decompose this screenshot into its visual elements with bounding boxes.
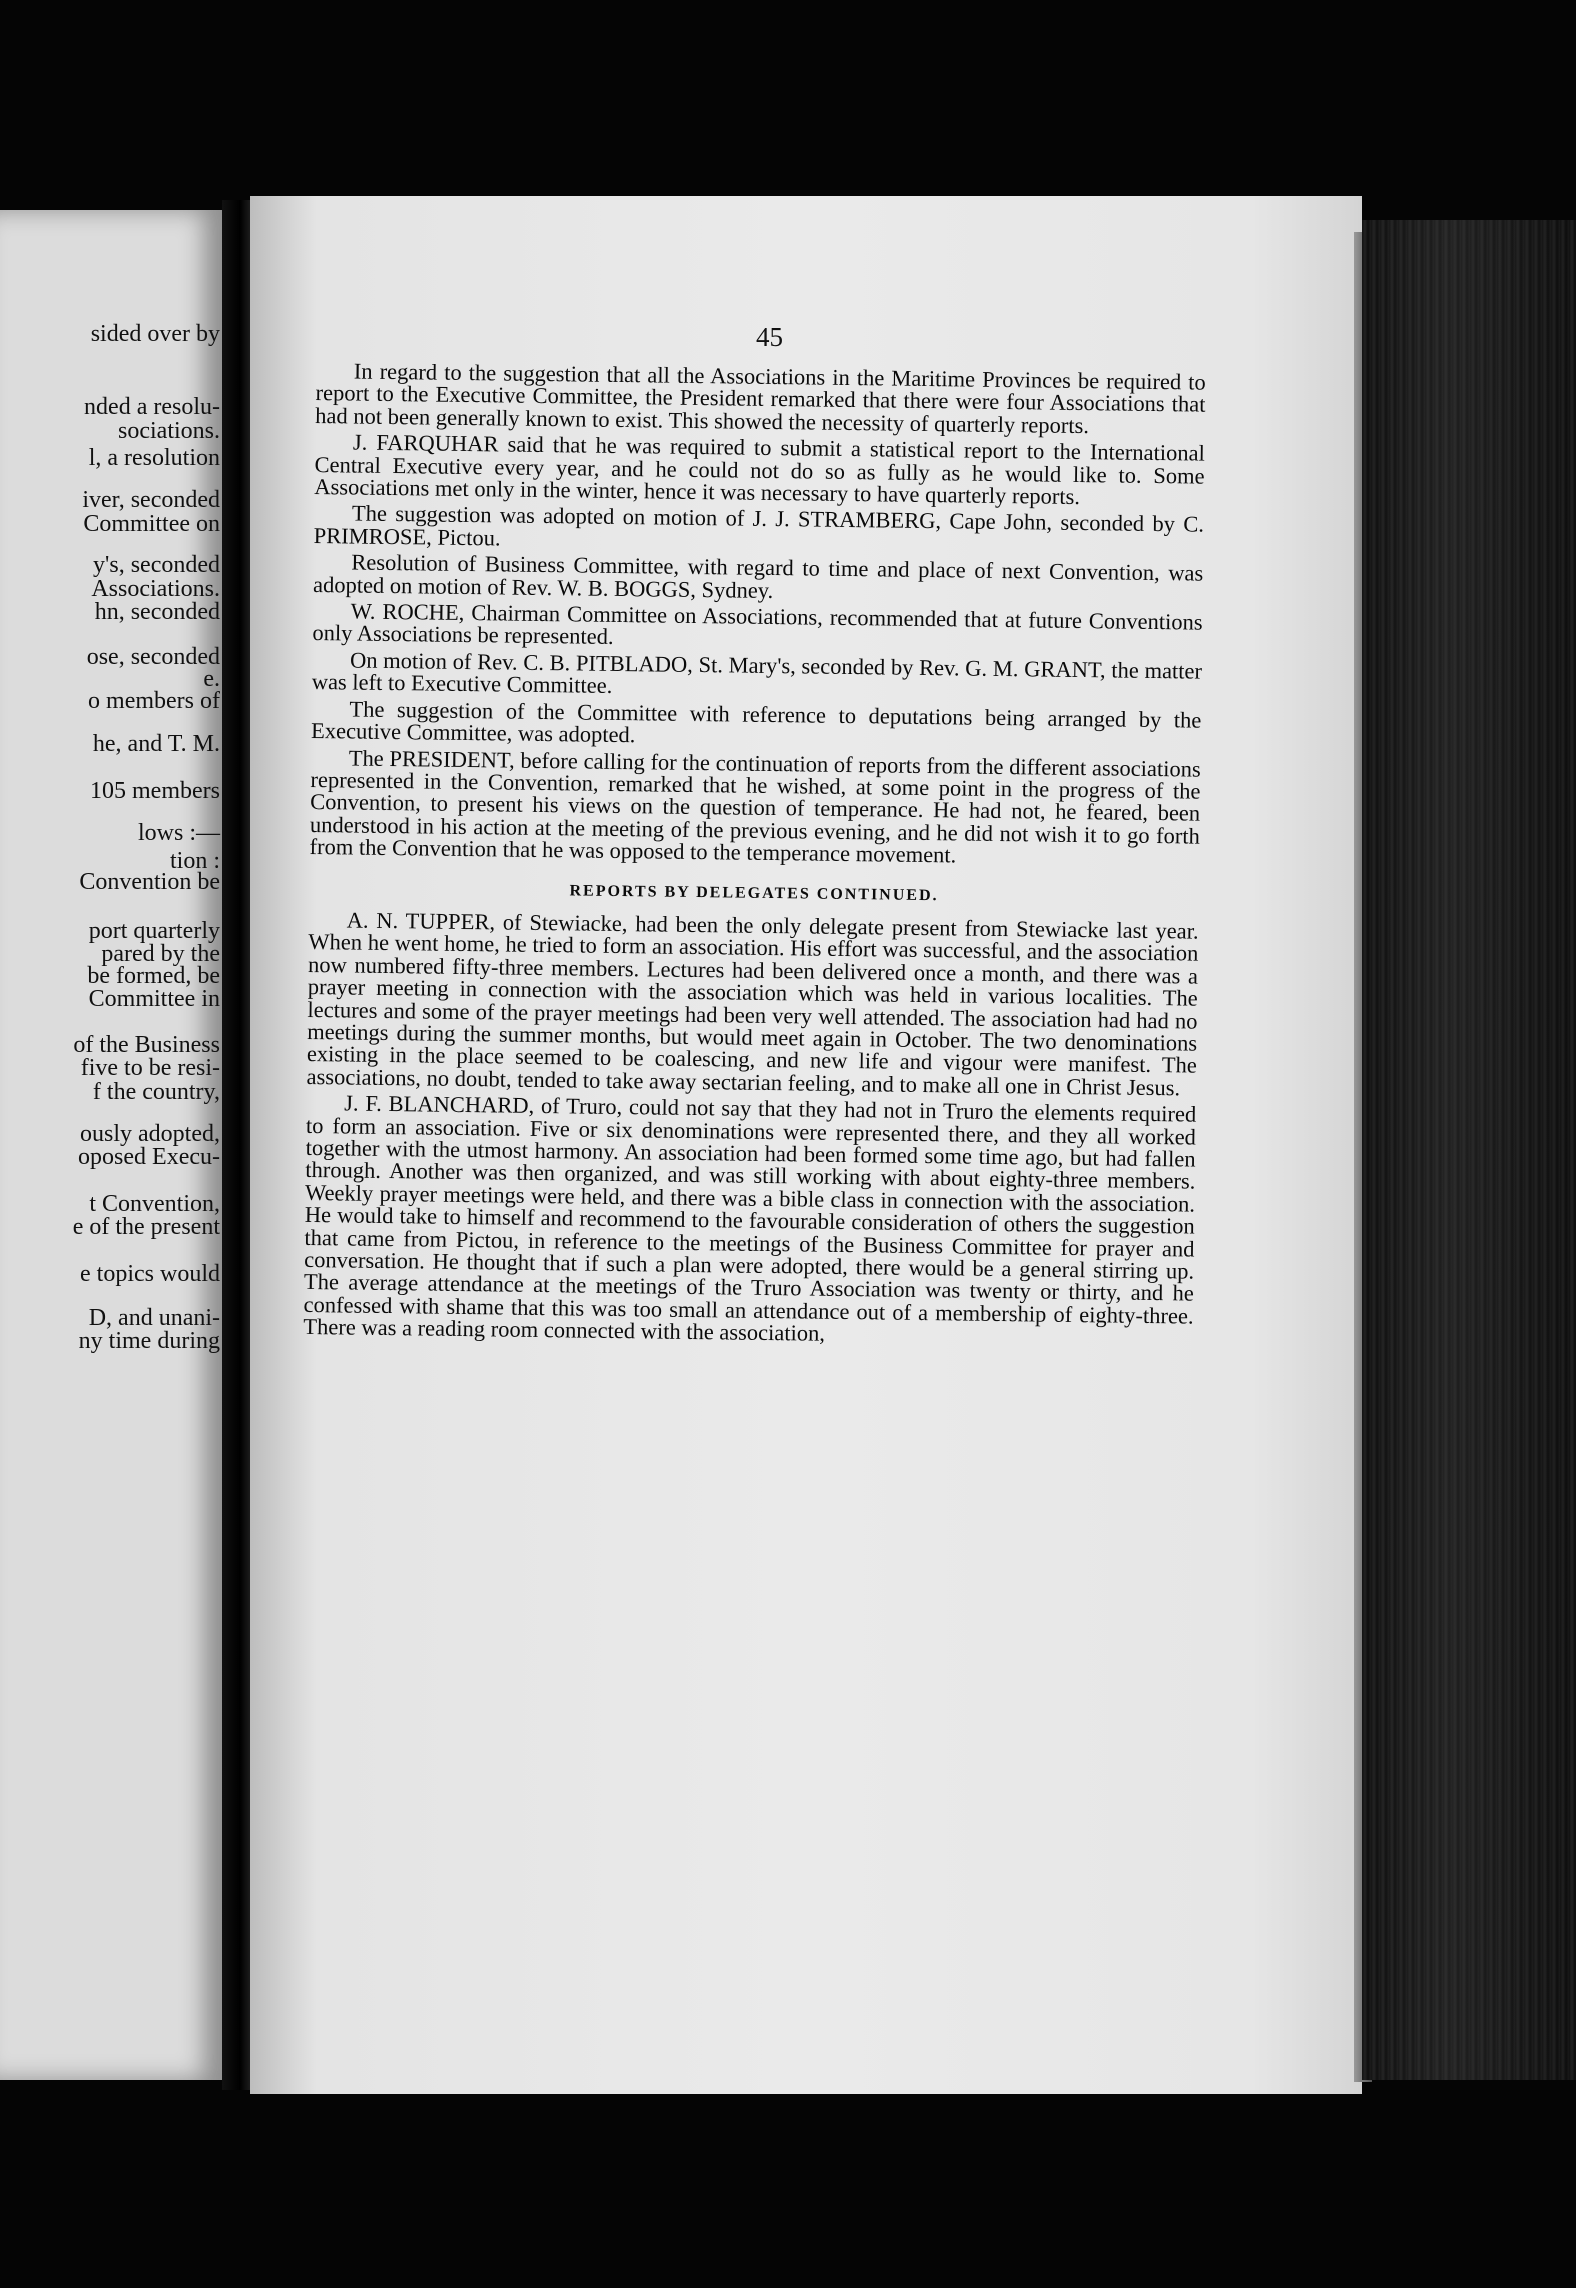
left-page-line-fragment: e topics would [80,1261,220,1287]
left-page-line-fragment: of the Business [73,1032,220,1058]
left-page-line-fragment: tion : [169,848,220,874]
left-page-line-fragment: D, and unani- [88,1305,220,1331]
left-page-line-fragment: hn, seconded [94,599,220,625]
paragraph: J. FARQUHAR said that he was required to submit a statistical report to the International Central Executive every year, and he could not do so as fully as he would like to. Some Associations met only in the winter, hence it was necessary to have quarterly reports. [314,429,1206,510]
left-page-line-fragment: f the country, [92,1079,220,1105]
left-page-line-fragment: ose, seconded [86,644,220,670]
paragraph: In regard to the suggestion that all the Associations in the Maritime Provinces be required to report to the Executive Committee, the President remarked that there were four Associations that had not been generally known to exist. This showed the necessity of quarterly reports. [315,358,1206,438]
paragraph: The PRESIDENT, before calling for the continuation of reports from the different associations represented in the Convention, remarked that he wished, at some point in the progress of the Convention, to present his views on the question of temperance. He had not, he feared, been understood in his action at the meeting of the previous evening, and he did not wish it to go forth from the Convention that he was opposed to the temperance movement. [309,744,1201,868]
paragraph: The suggestion was adopted on motion of J. J. STRAMBERG, Cape John, seconded by C. PRIMROSE, Pictou. [313,500,1205,551]
left-page-line-fragment: sociations. [118,418,220,444]
left-page-line-fragment: nded a resolu- [84,394,220,420]
left-page-line-fragment: port quarterly [88,918,220,944]
left-page-line-fragment: ously adopted, [80,1121,220,1147]
paragraph: J. F. BLANCHARD, of Truro, could not say that they had not in Truro the elements required to form an association. Five or six denominations were represented there, and they all worked together with the utmost harmony. An association had been formed some time ago, but had fallen through. Another was then organized, and was still working with about eighty-three members. Weekly prayer meetings were held, and there was a bible class in connection with the association. He would take to himself and recommend to the favourable consideration of others the suggestion that came from Pictou, in reference to the meetings of the Business Committee for prayer and conversation. He thought that if such a plan were adopted, there would be a general stirring up. The average attendance at the meetings of the Truro Association was twenty or thirty, and he confessed with shame that this was too small an attendance out of a membership of eighty-three. There was a reading room connected with the association, [303,1090,1197,1346]
book-fore-edge [1362,220,1576,2080]
left-page-line-fragment: e. [203,666,220,692]
left-page-line-fragment: sided over by [90,321,220,347]
left-page-line-fragment: o members of [88,688,220,714]
left-page-line-fragment: y's, seconded [93,552,220,578]
section-heading: REPORTS BY DELEGATES CONTINUED. [569,881,939,904]
left-page-line-fragment: lows :— [137,820,220,846]
left-page-line-fragment: five to be resi- [80,1055,220,1081]
book-gutter [222,200,252,2090]
left-page-line-fragment: 105 members [90,778,220,804]
left-page-line-fragment: he, and T. M. [92,731,220,757]
paragraph: On motion of Rev. C. B. PITBLADO, St. Mary's, seconded by Rev. G. M. GRANT, the matter was left to Executive Committee. [311,647,1203,699]
paragraph: Resolution of Business Committee, with regard to time and place of next Convention, was adopted on motion of Rev. W. B. BOGGS, Sydney. [312,549,1204,603]
left-page-line-fragment: Convention be [79,869,220,895]
left-page-line-fragment: iver, seconded [82,487,220,513]
page-number: 45 [756,322,783,352]
left-page-line-fragment: oposed Execu- [78,1144,220,1170]
left-page-line-fragment: Associations. [91,576,220,602]
paragraph: W. ROCHE, Chairman Committee on Associations, recommended that at future Conventions only Associations be represented. [312,598,1203,650]
left-page-line-fragment: be formed, be [87,963,220,989]
left-page-line-fragment: l, a resolution [88,445,220,471]
left-page-line-fragment: e of the present [72,1214,220,1240]
left-page-line-fragment: pared by the [101,941,220,967]
left-page-line-fragment: Committee in [88,986,220,1012]
paragraph: The suggestion of the Committee with reference to deputations being arranged by the Executive Committee, was adopted. [310,696,1202,748]
page-body [303,360,1206,1354]
paragraph: A. N. TUPPER, of Stewiacke, had been the only delegate present from Stewiacke last year. When he went home, he tried to form an association. His effort was successful, and the association now numbered fifty-three members. Lectures had been delivered once a month, and there was a prayer meeting in connection with the association which was held in various localities. The lectures and some of the prayer meetings had been very well attended. The association had had no meetings during the summer months, but would meet again in October. The two denominations existing in the place seemed to be coalescing, and new life and vigour were manifest. The associations, no doubt, tended to take away sectarian feeling, and to make all one in Christ Jesus. [306,907,1199,1101]
left-page-line-fragment: t Convention, [89,1191,220,1217]
left-facing-page [0,210,222,2080]
left-page-line-fragment: Committee on [83,511,220,537]
left-page-line-fragment: ny time during [78,1328,220,1354]
